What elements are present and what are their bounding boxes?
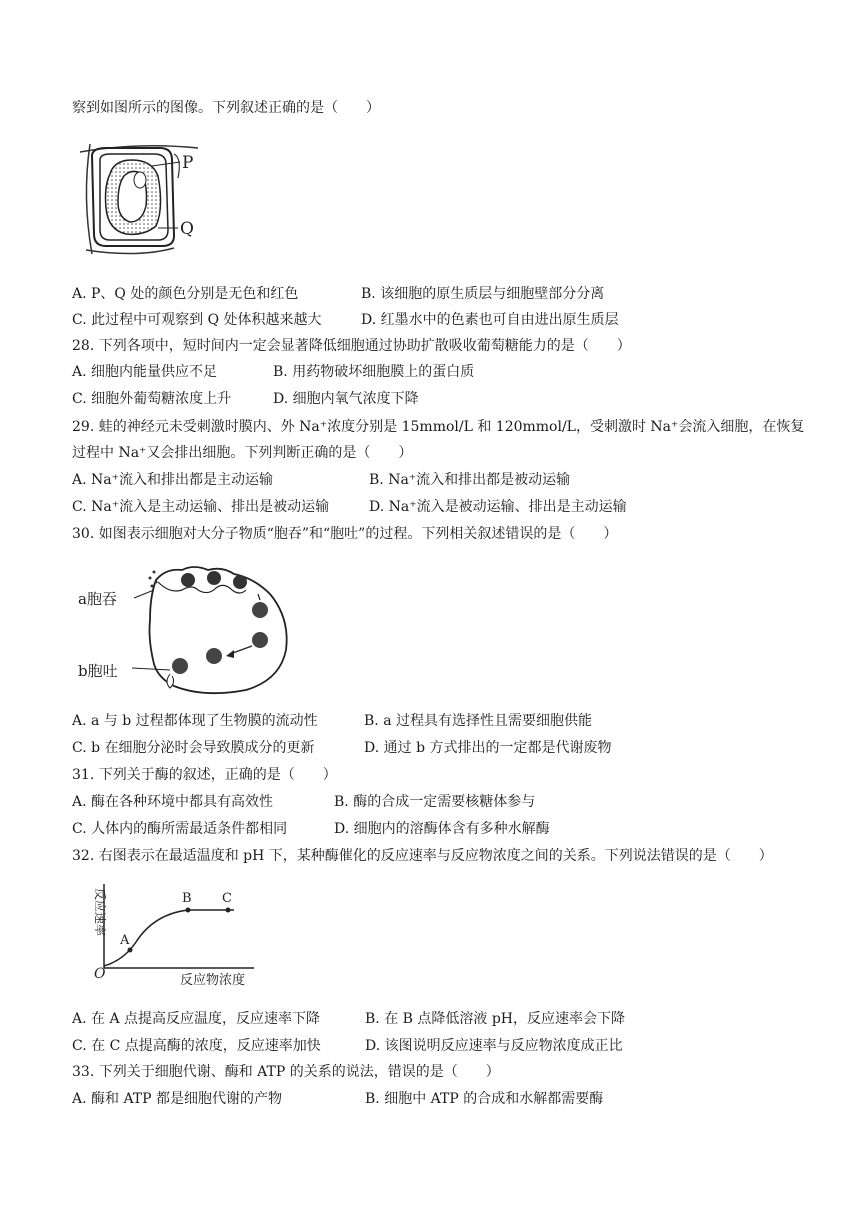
q29-stem-line-2: 过程中 Na⁺又会排出细胞。下列判断正确的是（ ） (72, 445, 413, 461)
q29-option-b: B. Na⁺流入和排出都是被动运输 (369, 472, 571, 488)
q32-option-b: B. 在 B 点降低溶液 pH，反应速率会下降 (365, 1011, 625, 1027)
q33-option-b: B. 细胞中 ATP 的合成和水解都需要酶 (365, 1091, 604, 1107)
q28-stem: 28. 下列各项中，短时间内一定会显著降低细胞通过协助扩散吸收葡萄糖能力的是（ ） (72, 338, 631, 354)
q31-option-a: A. 酶在各种环境中都具有高效性 (72, 794, 274, 810)
q32-option-a: A. 在 A 点提高反应温度，反应速率下降 (72, 1011, 321, 1027)
q27-plasmolysis-figure (78, 138, 228, 260)
q32-point-a-label: A (120, 933, 130, 948)
q27-stem-tail: 察到如图所示的图像。下列叙述正确的是（ ） (72, 100, 380, 116)
q32-point-c-label: C (222, 891, 232, 906)
q29-stem-line-1: 29. 蛙的神经元未受刺激时膜内、外 Na⁺浓度分别是 15mmol/L 和 120mmol/L，受刺激时 Na⁺会流入细胞，在恢复 (72, 419, 805, 435)
q32-origin-label: O (94, 966, 106, 982)
q28-option-d: D. 细胞内氧气浓度下降 (273, 391, 419, 407)
q28-option-a: A. 细胞内能量供应不足 (72, 364, 218, 380)
q31-option-c: C. 人体内的酶所需最适条件都相同 (72, 821, 288, 837)
q30-option-c: C. b 在细胞分泌时会导致膜成分的更新 (72, 740, 315, 756)
q31-stem: 31. 下列关于酶的叙述，正确的是（ ） (72, 767, 337, 783)
q31-option-d: D. 细胞内的溶酶体含有多种水解酶 (334, 821, 550, 837)
q30-option-b: B. a 过程具有选择性且需要细胞供能 (364, 713, 592, 729)
q30-label-a: a胞吞 (78, 590, 117, 608)
q33-stem: 33. 下列关于细胞代谢、酶和 ATP 的关系的说法，错误的是（ ） (72, 1064, 500, 1080)
q32-rate-curve-figure (84, 880, 264, 990)
q29-option-a: A. Na⁺流入和排出都是主动运输 (72, 472, 273, 488)
q30-label-b: b胞吐 (78, 662, 118, 680)
q28-option-b: B. 用药物破坏细胞膜上的蛋白质 (273, 364, 475, 380)
q32-y-axis-label: 反应速率 (93, 888, 107, 937)
q32-x-axis-label: 反应物浓度 (180, 973, 246, 988)
q27-option-d: D. 红墨水中的色素也可自由进出原生质层 (361, 312, 619, 328)
q33-option-a: A. 酶和 ATP 都是细胞代谢的产物 (72, 1091, 283, 1107)
q27-option-a: A. P、Q 处的颜色分别是无色和红色 (72, 286, 299, 302)
q27-option-c: C. 此过程中可观察到 Q 处体积越来越大 (72, 312, 322, 328)
q32-point-b-label: B (182, 891, 192, 906)
q32-stem: 32. 右图表示在最适温度和 pH 下，某种酶催化的反应速率与反应物浓度之间的关系。下列说法错误的是（ ） (72, 848, 773, 864)
q28-option-c: C. 细胞外葡萄糖浓度上升 (72, 391, 232, 407)
q27-label-p: P (182, 153, 194, 173)
q30-stem: 30. 如图表示细胞对大分子物质“胞吞”和“胞吐”的过程。下列相关叙述错误的是（ ） (72, 526, 618, 542)
q31-option-b: B. 酶的合成一定需要核糖体参与 (334, 794, 536, 810)
q30-endocytosis-figure (74, 560, 306, 698)
q29-option-c: C. Na⁺流入是主动运输、排出是被动运输 (72, 499, 330, 515)
q30-option-a: A. a 与 b 过程都体现了生物膜的流动性 (72, 713, 318, 729)
q27-option-b: B. 该细胞的原生质层与细胞壁部分分离 (361, 286, 605, 302)
q29-option-d: D. Na⁺流入是被动运输、排出是主动运输 (369, 499, 627, 515)
q32-option-c: C. 在 C 点提高酶的浓度，反应速率加快 (72, 1038, 321, 1054)
q30-option-d: D. 通过 b 方式排出的一定都是代谢废物 (364, 740, 612, 756)
q32-option-d: D. 该图说明反应速率与反应物浓度成正比 (365, 1038, 623, 1054)
q27-label-q: Q (180, 219, 194, 239)
